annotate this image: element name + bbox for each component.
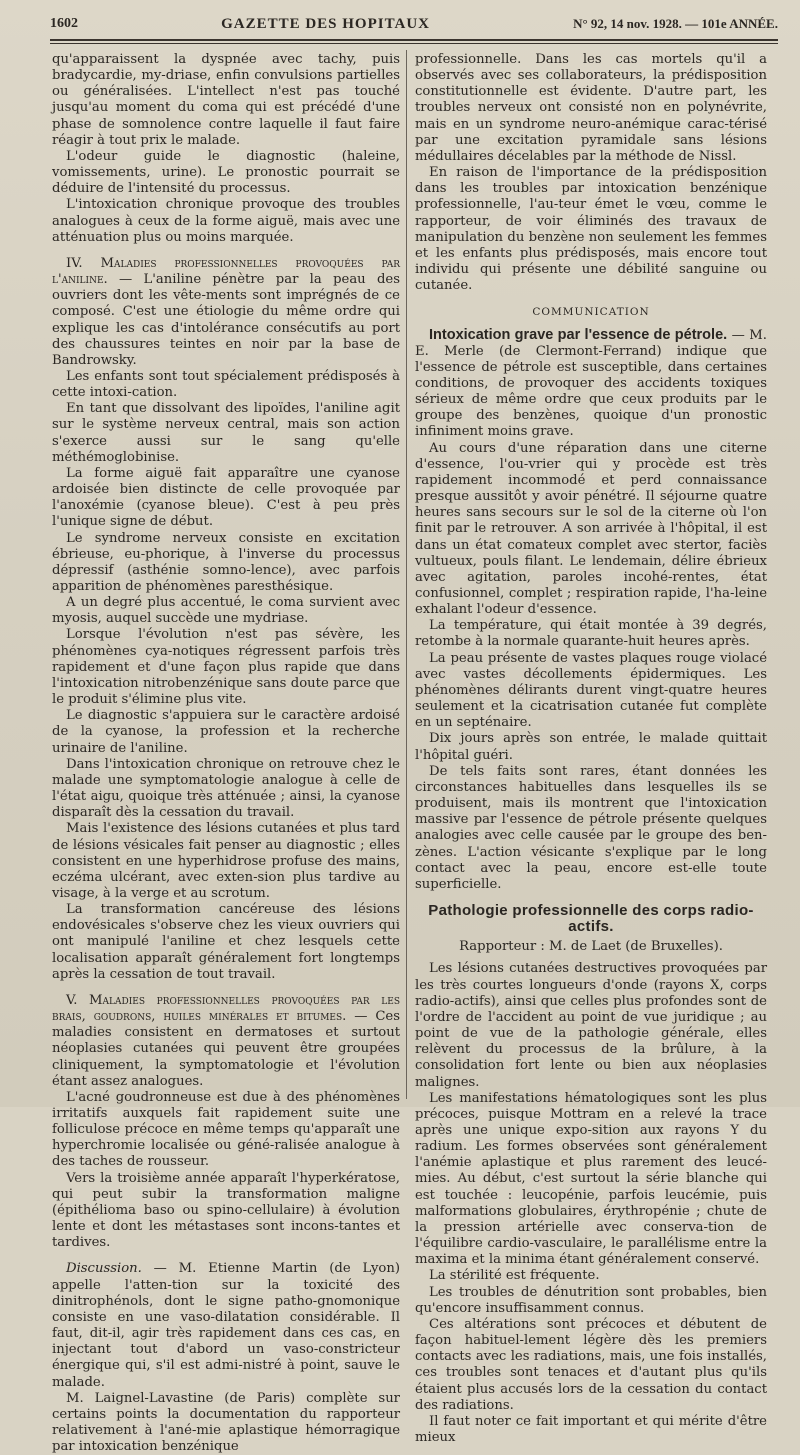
- journal-title: GAZETTE DES HOPITAUX: [221, 15, 430, 32]
- paragraph: M. Laignel-Lavastine (de Paris) complète sur certains points la documentation du rapporteur relativement à l'ané-mie aplastique hémorragique par intoxication benzénique: [52, 1390, 400, 1455]
- paragraph: Lorsque l'évolution n'est pas sévère, les phénomènes cya-notiques régressent parfois très rapidement et d'une façon plus rapide que dans l'intoxication nitrobenzénique sans doute parce que le produit s'élimine plus vite.: [52, 627, 400, 708]
- paragraph: La peau présente de vastes plaques rouge violacé avec vastes décollements épidermiques. Les phénomènes délirants durent vingt-quatre heures seulement et la cicatrisation cutanée fut complète en un septénaire.: [415, 650, 767, 731]
- header-rule-thin: [50, 43, 778, 44]
- paragraph: L'acné goudronneuse est due à des phénomènes irritatifs auxquels fait rapidement suite une folliculose précoce en même temps qu'apparaît une hyperchromie localisée ou géné-ralisée analogue à des taches de rousseur.: [52, 1089, 400, 1170]
- paragraph: De tels faits sont rares, étant données les circonstances habituelles dans lesquelles ils se produisent, mais ils montrent que l'intoxication massive par l'essence de pétrole présente quelques analogies avec celle causée par le groupe des ben-zènes. L'action vésicante s'explique par le long contact avec la peau, encore est-elle toute superficielle.: [415, 763, 767, 892]
- section-text: — Ces maladies consistent en dermatoses et surtout néoplasies cutanées qui peuvent être groupées cliniquement, la symptomatologie et l'évolution étant assez analogues.: [52, 1009, 400, 1089]
- rapporteur: Rapporteur : M. de Laet (de Bruxelles).: [459, 939, 723, 955]
- page-header: [50, 10, 778, 38]
- discussion-label: Discussion.: [66, 1261, 142, 1277]
- paragraph: Les enfants sont tout spécialement prédisposés à cette intoxi-cation.: [52, 368, 400, 401]
- section-title: Pathologie professionnelle des corps radio-actifs.: [428, 901, 754, 936]
- communication-text: — M. E. Merle (de Clermont-Ferrand) indique que l'essence de pétrole est susceptible, dans certaines conditions, de provoquer des accidents toxiques sérieux de même ordre que ceux produits par le groupe des benzènes, quoique d'un pronostic infiniment moins grave.: [415, 327, 767, 440]
- page-number: 1602: [50, 16, 78, 31]
- header-rule: [50, 39, 778, 41]
- paragraph: La forme aiguë fait apparaître une cyanose ardoisée bien distincte de celle provoquée par l'anoxémie (cyanose bleue). C'est à peu près l'unique signe de début.: [52, 465, 400, 530]
- paragraph: A un degré plus accentué, le coma survient avec myosis, auquel succède une mydriase.: [52, 595, 400, 627]
- paragraph: La stérilité est fréquente.: [429, 1268, 600, 1284]
- section-text: — L'aniline pénètre par la peau des ouvriers dont les vête-ments sont imprégnés de ce composé. C'est une étiologie du même ordre qui explique les cas d'intolérance consécutifs au port des chaussures teintes en noir par la base de Bandrowsky.: [52, 272, 400, 368]
- paragraph: Dix jours après son entrée, le malade quittait l'hôpital guéri.: [415, 731, 767, 763]
- paragraph: Dans l'intoxication chronique on retrouve chez le malade une symptomatologie analogue à celle de l'état aigu, quoique très atténuée ; ainsi, la cyanose disparaît dès la cessation du travail.: [52, 756, 400, 821]
- paragraph: Le diagnostic s'appuiera sur le caractère ardoisé de la cyanose, la profession et la recherche urinaire de l'aniline.: [52, 708, 400, 756]
- paragraph: La transformation cancéreuse des lésions endovésicales s'observe chez les vieux ouvriers qui ont manipulé l'aniline et chez lesquels cette localisation apparaît généralement fort longtemps après la cessation de tout travail.: [52, 902, 400, 982]
- section-heading: IV. Maladies professionnelles provoquées par l'aniline.: [52, 255, 400, 288]
- column-divider: [406, 50, 407, 1099]
- paragraph: Mais l'existence des lésions cutanées et plus tard de lésions vésicales fait penser au diagnostic ; elles consistent en une hyperhidrose profuse des mains, eczéma ulcérant, avec exten-sion plus tardive au visage, à la verge et au scrotum.: [52, 821, 400, 901]
- communication-paragraph: [415, 327, 767, 441]
- paragraph: La température, qui était montée à 39 degrés, retombe à la normale quarante-huit heures après.: [415, 618, 767, 650]
- paragraph: Il faut noter ce fait important et qui mérite d'être mieux: [415, 1413, 767, 1445]
- paragraph: Ces altérations sont précoces et débutent de façon habituel-lement légère dès les premiers contacts avec les radiations, mais, une fois installés, ces troubles sont tenaces et d'autant plus qu'ils étaient plus accusés lors de la cessation du contact des radiations.: [415, 1316, 767, 1413]
- paragraph: Les troubles de dénutrition sont probables, bien qu'encore insuffisamment connus.: [415, 1284, 767, 1316]
- paragraph: professionnelle. Dans les cas mortels qu'il a observés avec ses collaborateurs, la prédisposition constitutionnelle est évidente. D'autre part, les troubles nerveux ont consisté non en polynévrite, mais en un syndrome neuro-anémique carac-térisé par une excitation pyramidale sans lésions médullaires décelables par la méthode de Nissl.: [415, 52, 767, 164]
- paragraph: L'odeur guide le diagnostic (haleine, vomissements, urine). Le pronostic pourrait se déduire de l'intensité du processus.: [52, 148, 400, 197]
- discussion: [52, 1261, 400, 1390]
- right-column: [415, 52, 767, 1446]
- communication-title: Intoxication grave par l'essence de pétrole.: [429, 326, 728, 343]
- communication-label: COMMUNICATION: [532, 306, 650, 319]
- section-heading: V. Maladies professionnelles provoquées par les brais, goudrons, huiles minérales et bitumes.: [52, 992, 400, 1025]
- section-v: [52, 993, 400, 1090]
- paragraph: Au cours d'une réparation dans une citerne d'essence, l'ou-vrier qui y procède est très rapidement incommodé et perd connaissance presque aussitôt y avoir pénétré. Il séjourne quatre heures sans secours sur le sol de la citerne où l'on finit par le retrouver. A son arrivée à l'hôpital, il est dans un état comateux complet avec stertor, faciès vultueux, pouls filant. Le lendemain, délire ébrieux avec agitation, paroles incohé-rentes, état confusionnel, complet ; respiration rapide, l'ha-leine exhalant l'odeur d'essence.: [415, 440, 767, 618]
- left-column: [52, 52, 400, 1455]
- paragraph: Vers la troisième année apparaît l'hyperkératose, qui peut subir la transformation maligne (épithélioma baso ou spino-cellulaire) à évolution lente et dont les métastases sont incons-tantes et tardives.: [52, 1170, 400, 1251]
- paragraph: L'intoxication chronique provoque des troubles analogues à ceux de la forme aiguë, mais avec une atténuation plus ou moins marquée.: [52, 197, 400, 245]
- section-iv: [52, 256, 400, 369]
- paragraph: En raison de l'importance de la prédisposition dans les troubles par intoxication benzénique professionnelle, l'au-teur émet le vœu, comme le rapporteur, de voir éliminés des travaux de manipulation du benzène non seulement les femmes et les enfants plus prédisposés, mais encore tout individu qui présente une débilité sanguine ou cutanée.: [415, 165, 767, 294]
- paragraph: Le syndrome nerveux consiste en excitation ébrieuse, eu-phorique, à l'inverse du processus dépressif (asthénie somno-lence), avec parfois apparition de phénomènes paresthésique.: [52, 530, 400, 594]
- paragraph: qu'apparaissent la dyspnée avec tachy, puis bradycardie, my-driase, enfin convulsions partielles ou généralisées. L'intellect n'est pas touché jusqu'au moment du coma qui est précédé d'une phase de somnolence contre laquelle il faut faire réagir à tout prix le malade.: [52, 52, 400, 148]
- paragraph: En tant que dissolvant des lipoïdes, l'aniline agit sur le système nerveux central, mais son action s'exerce aussi sur le sang qu'elle méthémoglobinise.: [52, 401, 400, 465]
- paragraph: Les manifestations hématologiques sont les plus précoces, puisque Mottram en a relevé la trace après une unique expo-sition aux rayons Y du radium. Les formes observées sont généralement l'anémie aplastique et plus rarement des leucé-mies. Au début, c'est surtout la série blanche qui est touchée : leucopénie, parfois leucémie, puis malformations globulaires, érythropénie ; chute de la pression artérielle avec conserva-tion de l'équilibre cardio-vasculaire, le parallélisme entre la maxima et la minima étant généralement conservé.: [415, 1090, 767, 1268]
- issue-info: N° 92, 14 nov. 1928. — 101e ANNÉE.: [573, 16, 778, 31]
- paragraph: Les lésions cutanées destructives provoquées par les très courtes longueurs d'onde (rayons X, corps radio-actifs), ainsi que celles plus profondes sont de l'ordre de l'accident au point de vue juridique ; au point de vue de la pathologie générale, elles relèvent du processus de la brûlure, à la consolidation fort lente ou bien aux néoplasies malignes.: [415, 961, 767, 1090]
- discussion-text: — M. Etienne Martin (de Lyon) appelle l'atten-tion sur la toxicité des dinitrophénols, dont le signe patho-gnomonique consiste en une vaso-dilatation considérable. Il faut, dit-il, agir très rapidement dans ces cas, en injectant tout d'abord un vaso-constricteur énergique qui, s'il est admi-nistré à point, sauve le malade.: [52, 1261, 400, 1390]
